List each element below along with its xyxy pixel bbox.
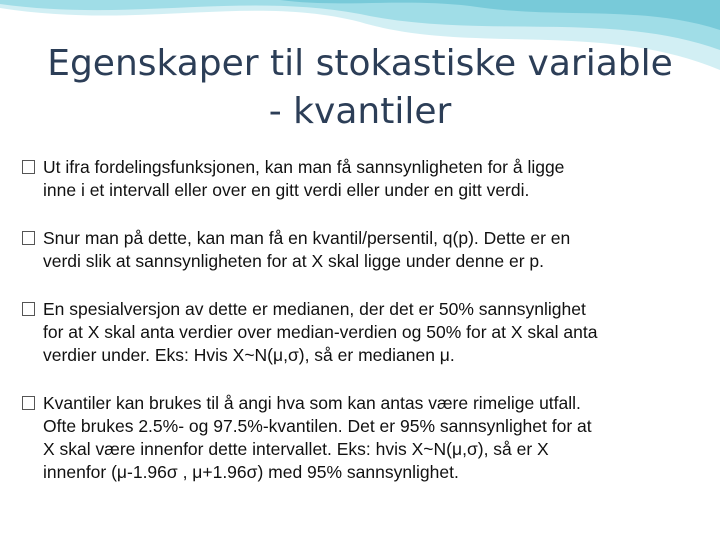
bullet-item-1 (22, 156, 692, 202)
square-bullet-icon (22, 396, 35, 410)
bullet-line: verdier under. Eks: Hvis X~N(μ,σ), så er medianen μ. (43, 345, 455, 365)
square-bullet-icon (22, 160, 35, 174)
bullet-line: Kvantiler kan brukes til å angi hva som kan antas være rimelige utfall. (43, 393, 581, 413)
square-bullet-icon (22, 302, 35, 316)
bullet-item-4 (22, 392, 692, 484)
bullet-line: X skal være innenfor dette intervallet. Eks: hvis X~N(μ,σ), så er X (43, 439, 549, 459)
bullet-item-2 (22, 227, 692, 273)
bullet-line: En spesialversjon av dette er medianen, der det er 50% sannsynlighet (43, 299, 586, 319)
bullet-line: Ut ifra fordelingsfunksjonen, kan man få sannsynligheten for å ligge (43, 157, 565, 177)
slide-title-line-1: Egenskaper til stokastiske variable (47, 43, 673, 84)
bullet-line: Ofte brukes 2.5%- og 97.5%-kvantilen. Det er 95% sannsynlighet for at (43, 416, 592, 436)
bullet-line: Snur man på dette, kan man få en kvantil/persentil, q(p). Dette er en (43, 228, 571, 248)
bullet-line: for at X skal anta verdier over median-verdien og 50% for at X skal anta (43, 322, 598, 342)
bullet-item-3 (22, 298, 692, 367)
slide-title (20, 40, 700, 136)
square-bullet-icon (22, 231, 35, 245)
bullet-line: inne i et intervall eller over en gitt verdi eller under en gitt verdi. (43, 180, 530, 200)
bullet-list (22, 156, 692, 509)
bullet-line: verdi slik at sannsynligheten for at X skal ligge under denne er p. (43, 251, 544, 271)
slide-title-line-2: - kvantiler (268, 91, 452, 132)
bullet-line: innenfor (μ-1.96σ , μ+1.96σ) med 95% sannsynlighet. (43, 462, 459, 482)
